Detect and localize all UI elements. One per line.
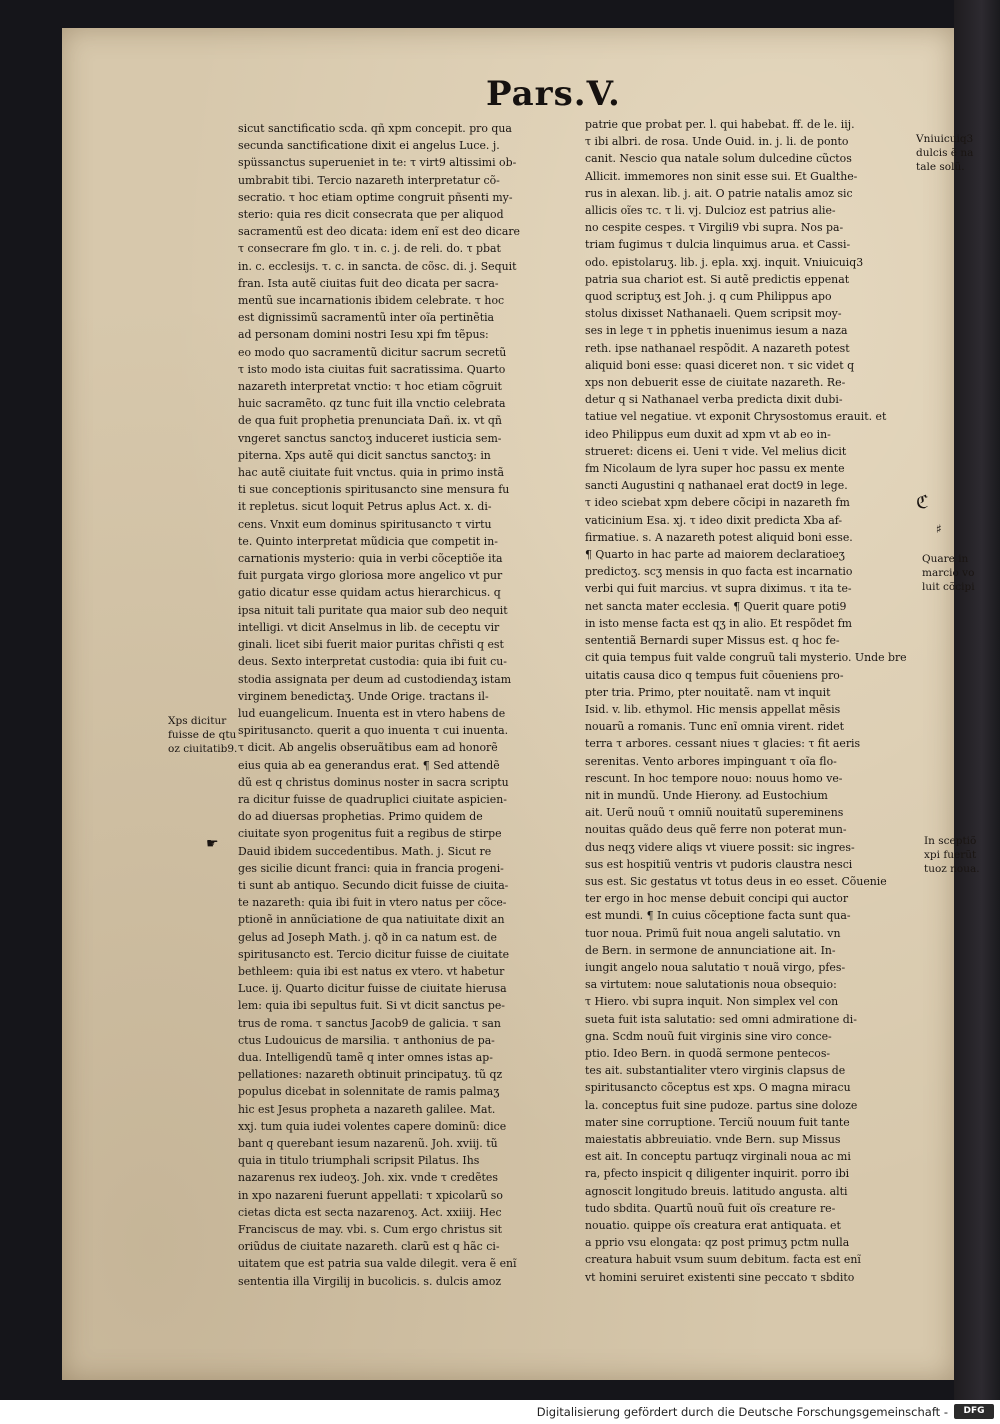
text-line: Franciscus de may. vbi. s. Cum ergo christus sit: [238, 1223, 503, 1236]
paragraph-mark: ℭ: [916, 492, 929, 513]
scan-edge: [954, 0, 1000, 1400]
text-line: Luce. ij. Quarto dicitur fuisse de ciuitate hierusa: [238, 982, 507, 996]
margin-note-line: fuisse de qtu: [168, 729, 237, 741]
text-column-right: [585, 116, 907, 1286]
text-line: τ ideo sciebat xpm debere cõcipi in nazareth fm: [585, 496, 850, 510]
text-line: huic sacramẽto. qz tunc fuit illa vnctio celebrata: [238, 397, 506, 411]
text-line: spüssanctus superueniet in te: τ virt9 altissimi ob-: [238, 156, 517, 170]
text-line: pellationes: nazareth obtinuit principatuʒ. tũ qz: [238, 1068, 503, 1082]
text-line: creatura habuit vsum suum debitum. facta est enĩ: [585, 1253, 861, 1267]
text-line: odo. epistolaruʒ. lib. j. epla. xxj. inquit. Vniuicuiq3: [585, 255, 864, 269]
text-line: Dauid ibidem succedentibus. Math. j. Sicut re: [238, 844, 492, 858]
text-line: ginali. licet sibi fuerit maior puritas chr̃isti q est: [238, 638, 504, 652]
text-line: stolus dixisset Nathanaeli. Quem scripsit moy-: [585, 307, 842, 321]
text-line: ¶ Quarto in hac parte ad maiorem declaratioeʒ: [585, 548, 845, 562]
text-line: gelus ad Joseph Math. j. qð in ca natum est. de: [238, 930, 497, 944]
text-line: mentũ sue incarnationis ibidem celebrate. τ hoc: [238, 294, 505, 308]
text-line: detur q si Nathanael verba predicta dixit dubi-: [585, 393, 843, 407]
text-line: cit quia tempus fuit valde congruũ tali mysterio. Unde bre: [585, 651, 907, 665]
text-line: hac autẽ ciuitate fuit vnctus. quia in primo instã: [238, 466, 504, 480]
text-line: tatiue vel negatiue. vt exponit Chrysostomus erauit. et: [585, 410, 887, 424]
text-line: maiestatis abbreuiatio. vnde Bern. sup Missus: [585, 1132, 841, 1146]
text-line: firmatiue. s. A nazareth potest aliquid boni esse.: [585, 530, 853, 544]
text-line: nazarenus rex iudeoʒ. Joh. xix. vnde τ credẽtes: [238, 1171, 498, 1185]
text-line: sententiã Bernardi super Missus est. q hoc fe-: [585, 634, 840, 648]
text-line: sus est hospitiũ ventris vt pudoris claustra nesci: [585, 857, 853, 871]
text-line: fm Nicolaum de lyra super hoc passu ex mente: [585, 462, 845, 476]
text-line: eius quia ab ea generandus erat. ¶ Sed attendẽ: [238, 758, 500, 772]
text-line: strueret: dicens ei. Ueni τ vide. Vel melius dicit: [585, 444, 847, 458]
hand-mark: ☛: [206, 836, 219, 852]
margin-note-line: luit cõcipi: [922, 581, 975, 593]
text-line: verbi qui fuit marcius. vt supra diximus. τ ita te-: [585, 582, 852, 596]
text-line: ra, pfecto inspicit q diligenter inquirit. porro ibi: [585, 1167, 850, 1181]
text-line: est dignissimũ sacramentũ inter oĩa pertinẽtia: [238, 311, 495, 325]
text-line: spiritusancto est. Tercio dicitur fuisse de ciuitate: [238, 947, 510, 961]
text-line: dus neqʒ videre aliqs vt viuere possit: sic ingres-: [585, 840, 855, 854]
text-line: nouarũ a romanis. Tunc enĩ omnia virent. ridet: [585, 720, 844, 734]
text-line: tuor noua. Primũ fuit noua angeli salutatio. vn: [585, 926, 841, 940]
text-line: xps non debuerit esse de ciuitate nazareth. Re-: [585, 376, 846, 390]
text-line: nit in mundũ. Unde Hierony. ad Eustochium: [585, 788, 828, 802]
text-line: a pprio vsu elongata: qz post primuʒ pctm nulla: [585, 1236, 850, 1250]
text-line: cietas dicta est secta nazarenoʒ. Act. xxiiij. Hec: [238, 1205, 502, 1219]
text-line: ra dicitur fuisse de quadruplici ciuitate aspicien-: [238, 792, 507, 806]
text-line: terra τ arbores. cessant niues τ glacies: τ fit aeris: [585, 737, 861, 751]
text-line: stodia assignata per deum ad custodiendaʒ istam: [238, 672, 512, 686]
text-line: τ consecrare fm glo. τ in. c. j. de reli. do. τ pbat: [238, 242, 501, 256]
text-line: ses in lege τ in pphetis inuenimus iesum a naza: [585, 324, 848, 338]
text-line: agnoscit longitudo breuis. latitudo angusta. alti: [585, 1184, 848, 1198]
text-line: sancti Augustini q nathanael erat doct9 in lege.: [585, 479, 848, 493]
margin-note-line: Vniuicuiq3: [916, 133, 974, 145]
text-line: ptio. Ideo Bern. in quodã sermone pentecos-: [585, 1046, 831, 1060]
margin-note-xps-ciuitatibus: [168, 714, 237, 756]
margin-note-line: oz ciuitatib9.: [168, 743, 238, 755]
text-line: allicis oĩes τc. τ li. vj. Dulcioz est patrius alie-: [585, 204, 836, 218]
dfg-logo: DFG: [954, 1404, 994, 1419]
text-line: est mundi. ¶ In cuius cõceptione facta sunt qua-: [585, 909, 851, 923]
text-line: quod scriptuʒ est Joh. j. q cum Philippus apo: [585, 290, 832, 304]
text-line: de Bern. in sermone de annunciatione ait. In-: [585, 943, 836, 957]
text-line: bant q querebant iesum nazarenũ. Joh. xviij. tũ: [238, 1136, 498, 1150]
text-line: in. c. ecclesijs. τ. c. in sancta. de cõsc. di. j. Sequit: [238, 259, 517, 273]
text-line: τ ibi albri. de rosa. Unde Ouid. in. j. li. de ponto: [585, 135, 849, 149]
text-line: net sancta mater ecclesia. ¶ Querit quare poti9: [585, 599, 847, 613]
text-line: te nazareth: quia ibi fuit in vtero natus per cõce-: [238, 896, 507, 910]
text-line: nouitas quãdo deus quẽ ferre non poterat mun-: [585, 823, 847, 837]
text-line: ad personam domini nostri Iesu xpi fm tẽpus:: [238, 328, 489, 342]
text-line: ait. Uerũ nouũ τ omniũ nouitatũ supereminens: [585, 806, 844, 820]
text-line: mater sine corruptione. Terciũ nouum fuit tante: [585, 1115, 850, 1129]
text-line: vt homini seruiret existenti sine peccato τ sbdito: [585, 1270, 855, 1284]
text-line: lem: quia ibi sepultus fuit. Si vt dicit sanctus pe-: [238, 999, 505, 1013]
text-line: quia in titulo triumphali scripsit Pilatus. Ihs: [238, 1154, 480, 1168]
text-line: ctus Ludouicus de marsilia. τ anthonius de pa-: [238, 1033, 495, 1047]
text-line: trus de roma. τ sanctus Jacob9 de galicia. τ san: [238, 1016, 501, 1030]
text-line: sacramentũ est deo dicata: idem enĩ est deo dicare: [238, 225, 520, 239]
text-line: ti sue conceptionis spiritusancto sine mensura fu: [238, 483, 510, 497]
text-line: virginem benedictaʒ. Unde Orige. tractans il-: [238, 689, 489, 703]
text-line: lud euangelicum. Inuenta est in vtero habens de: [238, 706, 506, 720]
text-line: predictoʒ. scʒ mensis in quo facta est incarnatio: [585, 565, 853, 579]
margin-note-line: Xps dicitur: [168, 715, 227, 727]
text-line: sus est. Sic gestatus vt totus deus in eo esset. Cõuenie: [585, 874, 887, 888]
margin-note-patria: [916, 132, 973, 174]
text-line: tudo sbdita. Quartũ nouũ fuit oĩs creature re-: [585, 1201, 836, 1215]
margin-note-marcio: [922, 552, 975, 594]
text-line: gatio dicatur esse quidam actus hierarchicus. q: [238, 586, 501, 600]
text-line: spiritusancto. querit a quo inuenta τ cui inuenta.: [238, 724, 509, 738]
running-head: Pars.V.: [486, 74, 621, 114]
text-line: nouatio. quippe oĩs creatura erat antiquata. et: [585, 1219, 841, 1232]
text-line: sterio: quia res dicit consecrata que per aliquod: [238, 208, 504, 222]
text-column-left: [238, 120, 574, 1290]
text-line: uitatem que est patria sua valde dilegit. vera ẽ enĩ: [238, 1257, 517, 1271]
text-line: spiritusancto cõceptus est xps. O magna miracu: [585, 1081, 851, 1095]
text-line: intelligi. vt dicit Anselmus in lib. de ceceptu vir: [238, 620, 500, 634]
text-line: τ dicit. Ab angelis obseruãtibus eam ad honorẽ: [238, 741, 498, 755]
footer-text: Digitalisierung gefördert durch die Deutsche Forschungsgemeinschaft -: [536, 1405, 948, 1419]
text-line: gna. Scdm nouũ fuit virginis sine viro conce-: [585, 1029, 832, 1043]
text-line: xxj. tum quia iudei volentes capere dominũ: dice: [238, 1119, 507, 1133]
margin-note-line: tale solũ.: [916, 161, 965, 173]
margin-note-line: tuoz noua.: [924, 863, 980, 875]
text-line: nazareth interpretat vnctio: τ hoc etiam cõgruit: [238, 380, 502, 394]
text-line: ter ergo in hoc mense debuit concipi qui auctor: [585, 892, 849, 906]
text-line: patria sua chariot est. Si autẽ predictis eppenat: [585, 272, 850, 286]
text-line: canit. Nescio qua natale solum dulcedine cũctos: [585, 152, 852, 166]
text-line: ideo Philippus eum duxit ad xpm vt ab eo in-: [585, 427, 831, 441]
text-line: vngeret sanctus sanctoʒ induceret iusticia sem-: [238, 431, 502, 445]
margin-note-line: In sceptiõ: [924, 835, 977, 847]
margin-note-line: Quare in: [922, 553, 969, 565]
text-line: rus in alexan. lib. j. ait. O patrie natalis amoz sic: [585, 186, 853, 200]
text-line: fuit purgata virgo gloriosa more angelico vt pur: [238, 569, 503, 583]
text-line: pter tria. Primo, pter nouitatẽ. nam vt inquit: [585, 685, 831, 699]
text-line: de qua fuit prophetia prenunciata Dañ. ix. vt qñ: [238, 414, 502, 428]
text-line: patrie que probat per. l. qui habebat. ff. de le. iij.: [585, 118, 855, 131]
text-line: bethleem: quia ibi est natus ex vtero. vt habetur: [238, 964, 505, 978]
text-line: dua. Intelligendũ tamẽ q inter omnes istas ap-: [238, 1050, 493, 1064]
text-line: la. conceptus fuit sine pudoze. partus sine doloze: [585, 1098, 858, 1112]
text-line: sicut sanctificatio scda. qñ xpm concepit. pro qua: [238, 122, 512, 135]
text-line: τ isto modo ista ciuitas fuit sacratissima. Quarto: [238, 362, 506, 376]
text-line: oriũdus de ciuitate nazareth. clarũ est q hãc ci-: [238, 1240, 500, 1254]
margin-note-line: dulcis ẽ na: [916, 147, 974, 159]
text-line: umbrabit tibi. Tercio nazareth interpretatur cõ-: [238, 173, 500, 187]
text-line: ptionẽ in annũciatione de qua natiuitate dixit an: [238, 913, 505, 927]
text-line: vaticinium Esa. xj. τ ideo dixit predicta Xba af-: [585, 513, 843, 527]
text-line: est ait. In conceptu partuqz virginali noua ac mi: [585, 1150, 851, 1164]
text-line: rescunt. In hoc tempore nouo: nouus homo ve-: [585, 771, 843, 785]
text-line: te. Quinto interpretat mũdicia que competit in-: [238, 534, 498, 548]
text-line: do ad diuersas prophetias. Primo quidem de: [238, 810, 483, 824]
text-line: piterna. Xps autẽ qui dicit sanctus sanctoʒ: in: [238, 448, 491, 462]
small-mark: ♯: [936, 522, 942, 536]
text-line: deus. Sexto interpretat custodia: quia ibi fuit cu-: [238, 655, 507, 669]
margin-note-conceptione: [924, 834, 980, 876]
text-line: iungit angelo noua salutatio τ nouã virgo, pfes-: [585, 960, 846, 974]
text-line: Allicit. immemores non sinit esse sui. Et Gualthe-: [585, 169, 858, 183]
text-line: fran. Ista autẽ ciuitas fuit deo dicata per sacra-: [238, 276, 499, 290]
text-line: secratio. τ hoc etiam optime congruit pñsenti my-: [238, 190, 513, 204]
text-line: cens. Vnxit eum dominus spiritusancto τ virtu: [238, 517, 492, 531]
text-line: carnationis mysterio: quia in verbi cõceptiõe ita: [238, 552, 503, 566]
text-line: triam fugimus τ dulcia linquimus arua. et Cassi-: [585, 238, 851, 252]
text-line: Isid. v. lib. ethymol. Hic mensis appellat mẽsis: [585, 702, 841, 716]
text-line: ciuitate syon progenitus fuit a regibus de stirpe: [238, 827, 502, 841]
text-line: sueta fuit ista salutatio: sed omni admiratione di-: [585, 1012, 857, 1026]
text-line: tes ait. substantialiter vtero virginis clapsus de: [585, 1064, 846, 1078]
text-line: in xpo nazareni fuerunt appellati: τ xpicolarũ so: [238, 1188, 503, 1202]
text-line: it repletus. sicut loquit Petrus aplus Act. x. di-: [238, 500, 492, 514]
text-line: populus dicebat in solennitate de ramis palmaʒ: [238, 1085, 500, 1099]
text-line: eo modo quo sacramentũ dicitur sacrum secretũ: [238, 345, 507, 359]
text-line: no cespite cespes. τ Virgili9 vbi supra. Nos pa-: [585, 221, 844, 235]
text-line: reth. ipse nathanael respõdit. A nazareth potest: [585, 341, 850, 355]
text-line: in isto mense facta est qʒ in alio. Et respõdet fm: [585, 616, 852, 630]
text-line: serenitas. Vento arbores impinguant τ oĩa flo-: [585, 754, 837, 768]
text-line: ipsa nituit tali puritate qua maior sub deo nequit: [238, 603, 508, 617]
text-line: sa virtutem: noue salutationis noua obsequio:: [585, 978, 837, 992]
text-line: τ Hiero. vbi supra inquit. Non simplex vel con: [585, 995, 839, 1009]
text-line: sententia illa Virgilij in bucolicis. s. dulcis amoz: [238, 1274, 502, 1288]
text-line: ti sunt ab antiquo. Secundo dicit fuisse de ciuita-: [238, 878, 509, 892]
text-line: dũ est q christus dominus noster in sacra scriptu: [238, 775, 509, 789]
text-line: hic est Jesus propheta a nazareth galilee. Mat.: [238, 1102, 496, 1116]
text-line: uitatis causa dico q tempus fuit cõueniens pro-: [585, 668, 844, 682]
margin-note-line: xpi fuerũt: [924, 849, 977, 861]
margin-note-line: marcio vo: [922, 567, 975, 579]
text-line: secunda sanctificatione dixit ei angelus Luce. j.: [238, 139, 500, 153]
text-line: aliquid boni esse: quasi diceret non. τ sic videt q: [585, 358, 855, 372]
text-line: ges sicilie dicunt franci: quia in francia progeni-: [238, 861, 504, 875]
